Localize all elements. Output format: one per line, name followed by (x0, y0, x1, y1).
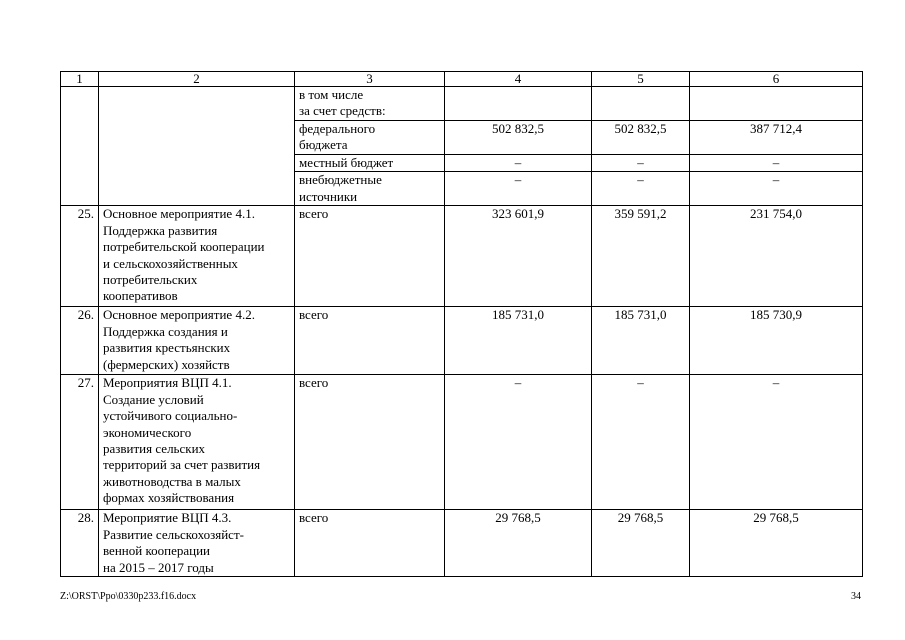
value-cell: 387 712,4 (690, 121, 863, 155)
value-cell: – (592, 375, 690, 510)
source-label: всего (295, 206, 445, 307)
value-cell: – (445, 172, 592, 206)
value-cell: 29 768,5 (592, 510, 690, 577)
value-cell: – (690, 172, 863, 206)
activity-name: Мероприятие ВЦП 4.3. Развитие сельскохозяйст- венной кооперации на 2015 – 2017 годы (99, 510, 295, 577)
value-cell: 323 601,9 (445, 206, 592, 307)
value-cell: 185 731,0 (592, 307, 690, 375)
header-col-3: 3 (295, 72, 445, 87)
value-cell: 231 754,0 (690, 206, 863, 307)
value-cell: 502 832,5 (445, 121, 592, 155)
data-table (60, 71, 863, 577)
cont-name-cell (99, 87, 295, 206)
value-cell: – (690, 155, 863, 172)
value-cell: – (445, 375, 592, 510)
source-label: внебюджетные источники (295, 172, 445, 206)
value-cell: 185 730,9 (690, 307, 863, 375)
source-label: в том числе за счет средств: (295, 87, 445, 121)
activity-name: Основное мероприятие 4.1. Поддержка развития потребительской кооперации и сельскохозяйственных потребительских кооперативов (99, 206, 295, 307)
value-cell: – (592, 155, 690, 172)
header-col-2: 2 (99, 72, 295, 87)
source-label: федерального бюджета (295, 121, 445, 155)
value-cell (445, 87, 592, 121)
header-col-5: 5 (592, 72, 690, 87)
table-row (61, 375, 863, 510)
value-cell: 29 768,5 (690, 510, 863, 577)
page-number: 34 (851, 591, 861, 602)
value-cell: – (690, 375, 863, 510)
value-cell: 185 731,0 (445, 307, 592, 375)
header-col-1: 1 (61, 72, 99, 87)
table-row (61, 206, 863, 307)
source-label: местный бюджет (295, 155, 445, 172)
value-cell: – (445, 155, 592, 172)
value-cell: 29 768,5 (445, 510, 592, 577)
table-row (61, 87, 863, 121)
activity-name: Мероприятия ВЦП 4.1. Создание условий устойчивого социально- экономического развития сельских территорий за счет развития животноводства в малых формах хозяйствования (99, 375, 295, 510)
header-col-6: 6 (690, 72, 863, 87)
table-row (61, 510, 863, 577)
source-label: всего (295, 510, 445, 577)
header-col-4: 4 (445, 72, 592, 87)
value-cell (690, 87, 863, 121)
activity-name: Основное мероприятие 4.2. Поддержка создания и развития крестьянских (фермерских) хозяйств (99, 307, 295, 375)
row-number: 28. (61, 510, 99, 577)
cont-num-cell (61, 87, 99, 206)
footer-file-path: Z:\ORST\Ppo\0330p233.f16.docx (60, 591, 197, 602)
table-row (61, 307, 863, 375)
source-label: всего (295, 375, 445, 510)
value-cell: 502 832,5 (592, 121, 690, 155)
row-number: 27. (61, 375, 99, 510)
row-number: 25. (61, 206, 99, 307)
header-row (61, 72, 863, 87)
source-label: всего (295, 307, 445, 375)
value-cell: 359 591,2 (592, 206, 690, 307)
value-cell (592, 87, 690, 121)
value-cell: – (592, 172, 690, 206)
row-number: 26. (61, 307, 99, 375)
